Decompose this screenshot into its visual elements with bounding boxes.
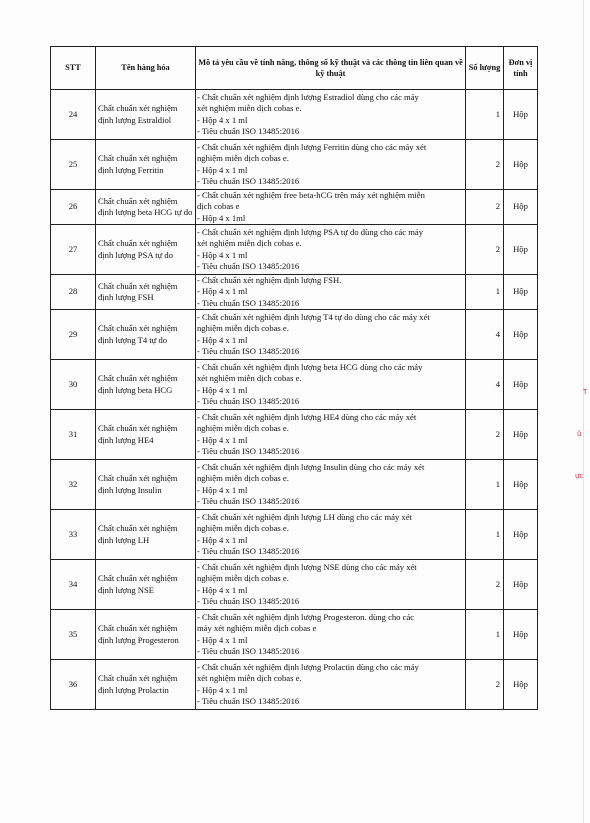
header-desc: Mô tả yêu cầu về tính năng, thông số kỹ thuật và các thông tin liên quan về kỹ thuật <box>196 47 466 90</box>
cell-name: Chất chuẩn xét nghiệm định lượng Estraldiol <box>96 90 196 140</box>
cell-qty: 2 <box>466 560 504 610</box>
table-body <box>51 90 538 710</box>
cell-unit: Hộp <box>504 90 538 140</box>
cell-name: Chất chuẩn xét nghiệm định lượng T4 tự do <box>96 310 196 360</box>
table-row <box>51 660 538 710</box>
table-row <box>51 460 538 510</box>
cell-unit: Hộp <box>504 190 538 225</box>
desc-line: - Chất chuẩn xét nghiệm định lượng T4 tự do dùng cho các máy xét <box>197 312 430 323</box>
desc-line: xét nghiệm miễn dịch cobas e. <box>197 238 302 249</box>
table-header-row <box>51 47 538 90</box>
cell-desc <box>196 275 466 310</box>
desc-line: - Chất chuẩn xét nghiệm định lượng PSA tự do dùng cho các máy <box>197 227 424 238</box>
desc-line: - Hộp 4 x 1 ml <box>197 584 248 595</box>
desc-line: - Tiêu chuẩn ISO 13485:2016 <box>197 125 300 136</box>
desc-line: - Tiêu chuẩn ISO 13485:2016 <box>197 175 300 186</box>
desc-line: - Hộp 4 x 1ml <box>197 212 246 223</box>
desc-line: - Tiêu chuẩn ISO 13485:2016 <box>197 495 300 506</box>
cell-stt: 32 <box>51 460 96 510</box>
cell-stt: 25 <box>51 140 96 190</box>
header-name: Tên hàng hóa <box>96 47 196 90</box>
cell-name: Chất chuẩn xét nghiệm định lượng FSH <box>96 275 196 310</box>
cell-qty: 1 <box>466 90 504 140</box>
stamp-text: T <box>583 388 588 396</box>
cell-stt: 33 <box>51 510 96 560</box>
desc-line: nghiệm miễn dịch cobas e. <box>197 423 289 434</box>
desc-line: - Hộp 4 x 1 ml <box>197 434 248 445</box>
cell-stt: 27 <box>51 225 96 275</box>
desc-line: - Chất chuẩn xét nghiệm free beta-hCG trên máy xét nghiệm miễn <box>197 190 425 201</box>
cell-desc <box>196 510 466 560</box>
desc-line: - Chất chuẩn xét nghiệm định lượng Insulin dùng cho các máy xét <box>197 462 425 473</box>
desc-line: dịch cobas e <box>197 201 240 212</box>
cell-name: Chất chuẩn xét nghiệm định lượng beta HCG <box>96 360 196 410</box>
cell-unit: Hộp <box>504 460 538 510</box>
desc-line: - Chất chuẩn xét nghiệm định lượng beta HCG dùng cho các máy <box>197 362 423 373</box>
desc-line: - Chất chuẩn xét nghiệm định lượng LH dùng cho các máy xét <box>197 512 412 523</box>
cell-qty: 4 <box>466 310 504 360</box>
desc-line: - Hộp 4 x 1 ml <box>197 249 248 260</box>
table-row <box>51 560 538 610</box>
desc-line: máy xét nghiệm miễn dịch cobas e <box>197 623 317 634</box>
header-stt: STT <box>51 47 96 90</box>
cell-desc <box>196 310 466 360</box>
cell-unit: Hộp <box>504 660 538 710</box>
table-row <box>51 90 538 140</box>
cell-qty: 1 <box>466 275 504 310</box>
desc-line: - Tiêu chuẩn ISO 13485:2016 <box>197 695 300 706</box>
cell-desc <box>196 610 466 660</box>
cell-stt: 29 <box>51 310 96 360</box>
cell-desc <box>196 460 466 510</box>
cell-desc <box>196 560 466 610</box>
desc-line: xét nghiệm miễn dịch cobas e. <box>197 673 302 684</box>
cell-qty: 1 <box>466 460 504 510</box>
cell-stt: 36 <box>51 660 96 710</box>
desc-line: - Hộp 4 x 1 ml <box>197 286 248 297</box>
cell-desc <box>196 360 466 410</box>
desc-line: - Chất chuẩn xét nghiệm định lượng FSH. <box>197 275 342 286</box>
desc-line: - Hộp 4 x 1 ml <box>197 164 248 175</box>
cell-stt: 35 <box>51 610 96 660</box>
cell-unit: Hộp <box>504 610 538 660</box>
desc-line: - Tiêu chuẩn ISO 13485:2016 <box>197 595 300 606</box>
desc-line: - Chất chuẩn xét nghiệm định lượng Progesteron. dùng cho các <box>197 612 415 623</box>
cell-desc <box>196 190 466 225</box>
cell-desc <box>196 140 466 190</box>
cell-name: Chất chuẩn xét nghiệm định lượng Prolactin <box>96 660 196 710</box>
desc-line: - Chất chuẩn xét nghiệm định lượng NSE dùng cho các máy xét <box>197 562 417 573</box>
cell-qty: 1 <box>466 510 504 560</box>
cell-desc <box>196 90 466 140</box>
cell-stt: 34 <box>51 560 96 610</box>
cell-name: Chất chuẩn xét nghiệm định lượng beta HCG tự do <box>96 190 196 225</box>
header-qty: Số lượng <box>466 47 504 90</box>
desc-line: xét nghiệm miễn dịch cobas e. <box>197 103 302 114</box>
desc-line: nghiệm miễn dịch cobas e. <box>197 323 289 334</box>
cell-desc <box>196 410 466 460</box>
cell-unit: Hộp <box>504 310 538 360</box>
cell-stt: 28 <box>51 275 96 310</box>
cell-unit: Hộp <box>504 140 538 190</box>
cell-qty: 2 <box>466 410 504 460</box>
table-row <box>51 140 538 190</box>
goods-table <box>50 46 538 710</box>
desc-line: - Tiêu chuẩn ISO 13485:2016 <box>197 545 300 556</box>
cell-unit: Hộp <box>504 560 538 610</box>
desc-line: - Hộp 4 x 1 ml <box>197 684 248 695</box>
desc-line: - Hộp 4 x 1 ml <box>197 534 248 545</box>
desc-line: - Chất chuẩn xét nghiệm định lượng Ferritin dùng cho các máy xét <box>197 142 427 153</box>
cell-unit: Hộp <box>504 225 538 275</box>
cell-unit: Hộp <box>504 360 538 410</box>
cell-name: Chất chuẩn xét nghiệm định lượng HE4 <box>96 410 196 460</box>
desc-line: nghiệm miễn dịch cobas e. <box>197 573 289 584</box>
cell-name: Chất chuẩn xét nghiệm định lượng PSA tự do <box>96 225 196 275</box>
cell-stt: 30 <box>51 360 96 410</box>
table-row <box>51 275 538 310</box>
cell-stt: 24 <box>51 90 96 140</box>
cell-name: Chất chuẩn xét nghiệm định lượng Progesteron <box>96 610 196 660</box>
cell-name: Chất chuẩn xét nghiệm định lượng Insulin <box>96 460 196 510</box>
red-stamp-fragment <box>573 388 590 484</box>
desc-line: - Hộp 4 x 1 ml <box>197 114 248 125</box>
cell-qty: 2 <box>466 190 504 225</box>
cell-unit: Hộp <box>504 410 538 460</box>
header-unit: Đơn vị tính <box>504 47 538 90</box>
desc-line: nghiệm miễn dịch cobas e. <box>197 473 289 484</box>
table-row <box>51 360 538 410</box>
table-row <box>51 610 538 660</box>
cell-qty: 1 <box>466 610 504 660</box>
cell-stt: 31 <box>51 410 96 460</box>
cell-qty: 2 <box>466 140 504 190</box>
cell-name: Chất chuẩn xét nghiệm định lượng Ferritin <box>96 140 196 190</box>
desc-line: - Hộp 4 x 1 ml <box>197 484 248 495</box>
desc-line: - Tiêu chuẩn ISO 13485:2016 <box>197 297 300 308</box>
desc-line: nghiệm miễn dịch cobas e. <box>197 153 289 164</box>
desc-line: - Tiêu chuẩn ISO 13485:2016 <box>197 445 300 456</box>
desc-line: - Hộp 4 x 1 ml <box>197 334 248 345</box>
desc-line: - Chất chuẩn xét nghiệm định lượng Prolactin dùng cho các máy <box>197 662 419 673</box>
cell-desc <box>196 660 466 710</box>
cell-name: Chất chuẩn xét nghiệm định lượng LH <box>96 510 196 560</box>
desc-line: xét nghiệm miễn dịch cobas e. <box>197 373 302 384</box>
desc-line: - Chất chuẩn xét nghiệm định lượng Estradiol dùng cho các máy <box>197 92 419 103</box>
cell-unit: Hộp <box>504 510 538 560</box>
stamp-text: ực <box>575 472 584 480</box>
cell-stt: 26 <box>51 190 96 225</box>
table-row <box>51 510 538 560</box>
desc-line: - Tiêu chuẩn ISO 13485:2016 <box>197 645 300 656</box>
table-row <box>51 410 538 460</box>
stamp-text: ũ <box>577 430 582 438</box>
cell-name: Chất chuẩn xét nghiệm định lượng NSE <box>96 560 196 610</box>
cell-qty: 2 <box>466 225 504 275</box>
desc-line: - Tiêu chuẩn ISO 13485:2016 <box>197 395 300 406</box>
desc-line: - Tiêu chuẩn ISO 13485:2016 <box>197 260 300 271</box>
cell-qty: 2 <box>466 660 504 710</box>
table-row <box>51 225 538 275</box>
desc-line: - Tiêu chuẩn ISO 13485:2016 <box>197 345 300 356</box>
desc-line: - Chất chuẩn xét nghiệm định lượng HE4 dùng cho các máy xét <box>197 412 417 423</box>
cell-unit: Hộp <box>504 275 538 310</box>
table-row <box>51 190 538 225</box>
desc-line: nghiệm miễn dịch cobas e. <box>197 523 289 534</box>
table-row <box>51 310 538 360</box>
desc-line: - Hộp 4 x 1 ml <box>197 634 248 645</box>
cell-qty: 4 <box>466 360 504 410</box>
cell-desc <box>196 225 466 275</box>
desc-line: - Hộp 4 x 1 ml <box>197 384 248 395</box>
